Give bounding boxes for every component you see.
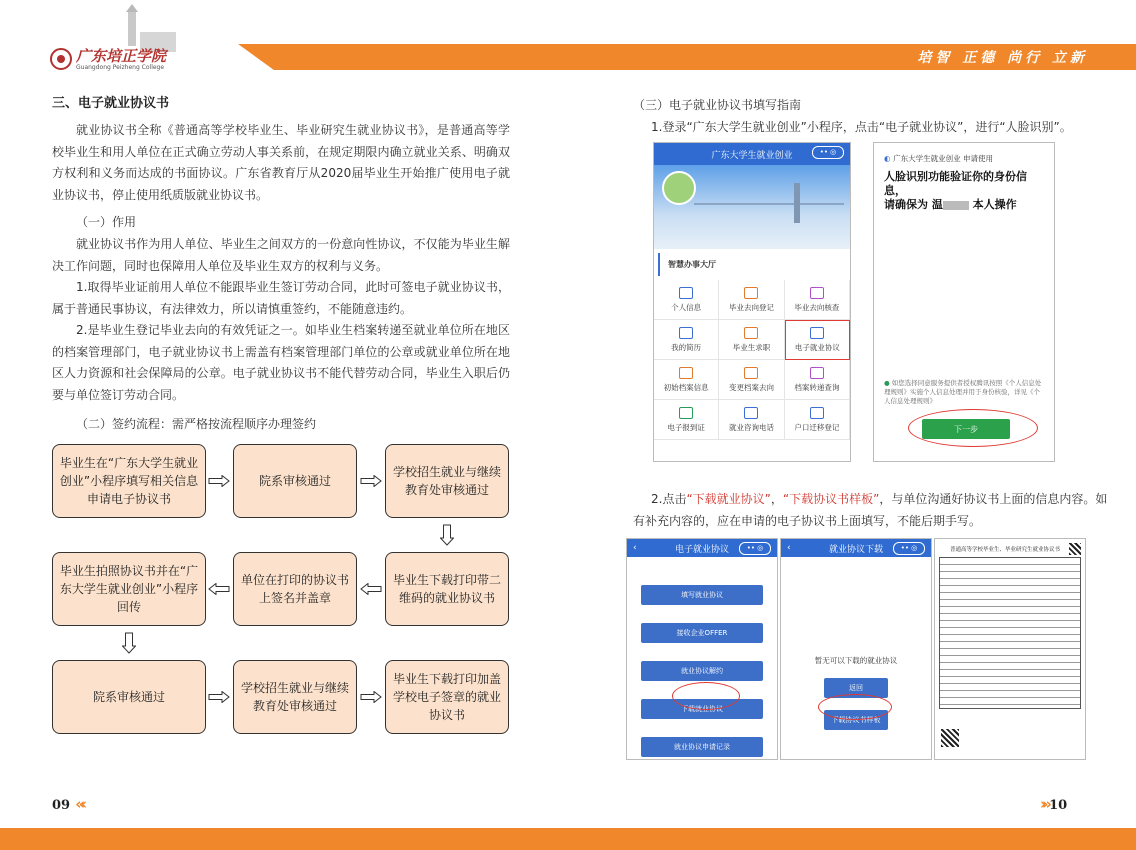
header-slogan: 培智 正德 尚行 立新: [917, 50, 1088, 66]
bridge-graphic: [694, 203, 844, 223]
flow-arrow-down-icon: [122, 632, 136, 654]
agreement-records-button[interactable]: 就业协议申请记录: [641, 737, 763, 757]
eye-icon: [810, 287, 824, 299]
agreement-title-bar: ‹ 电子就业协议 •• ◎: [627, 539, 777, 557]
return-button[interactable]: 返回: [824, 678, 888, 698]
service-e-agreement[interactable]: 电子就业协议: [785, 320, 850, 360]
app-logo-icon: ◐: [884, 154, 894, 163]
report-icon: [679, 407, 693, 419]
service-hall-label: 智慧办事大厅: [658, 253, 846, 276]
service-destination-check[interactable]: 毕业去向核查: [785, 280, 850, 320]
doc-title: 普通高等学校毕业生、毕业研究生就业协议书: [949, 547, 1060, 553]
service-initial-archive[interactable]: 初始档案信息: [654, 360, 719, 400]
qr-code-icon: [1069, 543, 1081, 555]
sub1-title: （一）作用: [76, 215, 137, 229]
right-page-number: ›» 10: [1040, 795, 1068, 813]
document-icon: [810, 327, 824, 339]
briefcase-icon: [744, 287, 758, 299]
phone-screenshot-agreement-menu: [626, 538, 778, 760]
flow-step-7: 院系审核通过: [52, 660, 206, 734]
chevrons-left-icon: «‹: [75, 795, 84, 813]
qr-code-icon: [941, 729, 959, 747]
cancel-agreement-button[interactable]: 就业协议解约: [641, 661, 763, 681]
flow-arrow-left-icon: [208, 583, 230, 595]
highlight-ellipse: [818, 694, 892, 720]
download-title-bar: ‹ 就业协议下载 •• ◎: [781, 539, 931, 557]
capsule-menu-icon: •• ◎: [893, 542, 925, 555]
service-grid: [654, 280, 850, 440]
college-emblem-icon: [50, 48, 72, 70]
left-page-number: 09 «‹: [52, 795, 84, 813]
step-1-text: 1.登录“广东大学生就业创业”小程序，点击“电子就业协议”，进行“人脸识别”。: [651, 120, 1072, 134]
tower-graphic: [794, 183, 800, 223]
flow-step-4: 毕业生下载打印带二维码的就业协议书: [385, 552, 509, 626]
swap-icon: [744, 367, 758, 379]
service-destination-register[interactable]: 毕业去向登记: [719, 280, 784, 320]
service-my-resume[interactable]: 我的简历: [654, 320, 719, 360]
phone-screenshot-home: [653, 142, 851, 462]
service-archive-transfer[interactable]: 档案转递查询: [785, 360, 850, 400]
auth-heading: 人脸识别功能验证你的身份信息， 请确保为 温 本人操作: [884, 170, 1027, 211]
footer-bar: [0, 828, 1136, 850]
id-card-icon: [679, 287, 693, 299]
college-logo-en: Guangdong Peizheng College: [76, 64, 165, 71]
back-icon[interactable]: ‹: [633, 543, 637, 553]
intro-paragraph: 就业协议书全称《普通高等学校毕业生、毕业研究生就业协议书》，是普通高等学校毕业生和用人单位在正式确立劳动人事关系前，在规定期限内确立就业关系、明确双方权利和义务而达成的书面协议。广东省教育厅从2020届毕业生开始推广使用电子就业协议书，停止使用纸质版就业协议书。: [52, 123, 510, 202]
sub1-paragraph-2: 1.取得毕业证前用人单位不能跟毕业生签订劳动合同，此时可签电子就业协议书，属于普通民事协议，有法律效力，所以请慎重签约，不能随意违约。: [52, 280, 510, 316]
flow-arrow-right-icon: [360, 475, 382, 487]
sub3-title: （三）电子就业协议书填写指南: [633, 98, 802, 112]
tower-graphic: [128, 10, 136, 46]
sub1-paragraph-3: 2.是毕业生登记毕业去向的有效凭证之一。如毕业生档案转递至就业单位所在地区的档案管理部门，电子就业协议书上需盖有档案管理部门单位的公章或就业单位所在地区人力资源和社会保障局的公章。电子就业协议书不能代替劳动合同，毕业生入职后仍要与单位签订劳动合同。: [52, 323, 510, 402]
phone-screenshot-download: [780, 538, 932, 760]
chevrons-right-icon: ›»: [1040, 795, 1050, 813]
auth-app-line: ◐ 广东大学生就业创业 申请使用: [884, 154, 994, 163]
flow-step-2: 院系审核通过: [233, 444, 357, 518]
mini-app-title-bar: [654, 143, 850, 165]
step-2-text: 2.点击“下载就业协议”，“下载协议书样板”，与单位沟通好协议书上面的信息内容。如有补充内容的，应在申请的电子协议书上面填写，不能后期手写。: [633, 492, 1108, 528]
college-logo-cn: 广东培正学院: [76, 47, 167, 65]
service-job-seeking[interactable]: 毕业生求职: [719, 320, 784, 360]
auth-consent: ● 如您选择同意服务提供者授权腾讯按照《个人信息处理规则》实施个人信息处理并用于身份核验，详见《个人信息处理规则》: [884, 379, 1042, 405]
capsule-menu-icon: •• ◎: [739, 542, 771, 555]
flow-arrow-down-icon: [440, 524, 454, 546]
service-e-report[interactable]: 电子报到证: [654, 400, 719, 440]
agreement-document-scan: [934, 538, 1086, 760]
flow-step-6: 毕业生拍照协议书并在“广东大学生就业创业”小程序回传: [52, 552, 206, 626]
download-template-button[interactable]: 下载协议书样板: [824, 710, 888, 730]
check-icon: ●: [884, 379, 892, 387]
receive-offer-button[interactable]: 接收企业OFFER: [641, 623, 763, 643]
no-agreement-message: 暂无可以下载的就业协议: [814, 656, 898, 665]
flow-arrow-left-icon: [360, 583, 382, 595]
list-icon: [810, 407, 824, 419]
highlight-ellipse: [672, 682, 740, 710]
download-agreement-button[interactable]: 下载就业协议: [641, 699, 763, 719]
service-hukou-transfer[interactable]: 户口迁移登记: [785, 400, 850, 440]
folder-icon: [679, 327, 693, 339]
phone-icon: [744, 407, 758, 419]
capsule-menu-icon: •• ◎: [812, 146, 844, 159]
mail-icon: [810, 367, 824, 379]
next-step-button[interactable]: 下一步: [922, 419, 1010, 439]
flow-arrow-right-icon: [360, 691, 382, 703]
highlight-ellipse: [908, 409, 1038, 447]
flow-arrow-right-icon: [208, 475, 230, 487]
service-change-archive[interactable]: 变更档案去向: [719, 360, 784, 400]
sub1-paragraph-1: 就业协议书作为用人单位、毕业生之间双方的一份意向性协议，不仅能为毕业生解决工作问题，同时也保障用人单位及毕业生双方的权利与义务。: [52, 237, 510, 273]
agreement-button-list: [627, 557, 777, 757]
flow-step-9: 毕业生下载打印加盖学校电子签章的就业协议书: [385, 660, 509, 734]
masked-name: [943, 201, 969, 210]
back-icon[interactable]: ‹: [787, 543, 791, 553]
section-title: 三、电子就业协议书: [52, 96, 170, 111]
grad-cap-icon: [744, 327, 758, 339]
flow-step-5: 单位在打印的协议书上签名并盖章: [233, 552, 357, 626]
mini-app-title: 广东大学生就业创业: [711, 150, 793, 161]
banner-image: [654, 165, 850, 249]
avatar: [662, 171, 696, 205]
archive-icon: [679, 367, 693, 379]
flow-step-1: 毕业生在“广东大学生就业创业”小程序填写相关信息申请电子协议书: [52, 444, 206, 518]
sub2-title: （二）签约流程：需严格按流程顺序办理签约: [76, 417, 317, 431]
service-personal-info[interactable]: 个人信息: [654, 280, 719, 320]
flow-step-8: 学校招生就业与继续教育处审核通过: [233, 660, 357, 734]
service-hotline[interactable]: 就业咨询电话: [719, 400, 784, 440]
flow-arrow-right-icon: [208, 691, 230, 703]
flow-step-3: 学校招生就业与继续教育处审核通过: [385, 444, 509, 518]
fill-agreement-button[interactable]: 填写就业协议: [641, 585, 763, 605]
doc-table: [939, 557, 1081, 709]
